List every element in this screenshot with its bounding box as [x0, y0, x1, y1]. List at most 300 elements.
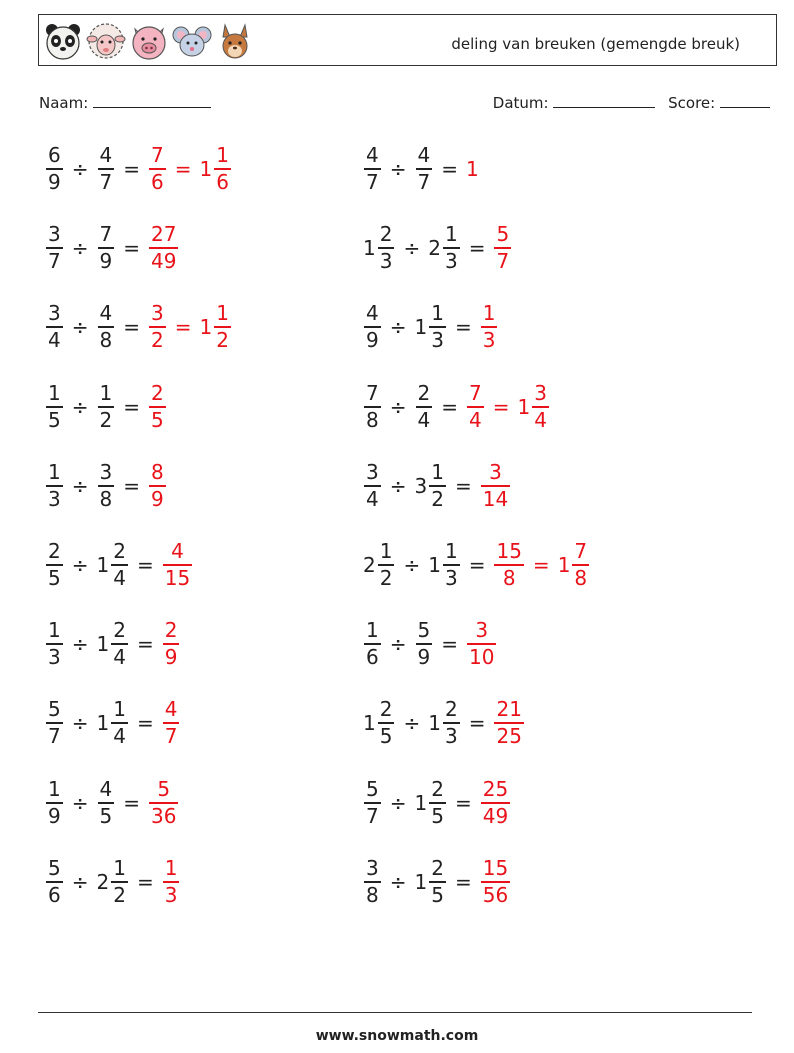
fraction: [467, 381, 484, 433]
answer: [148, 222, 179, 274]
divisor: [415, 143, 434, 195]
fraction: [98, 143, 115, 195]
answer-fraction: [493, 222, 512, 274]
dividend: [45, 460, 64, 512]
numerator: 1: [113, 697, 126, 722]
equals-sign: =: [454, 315, 472, 340]
denominator: 4: [417, 407, 431, 432]
denominator: 5: [48, 407, 61, 432]
problem-item: [363, 301, 498, 353]
fraction: [98, 381, 115, 433]
whole-number: 2: [96, 869, 110, 894]
denominator: 5: [151, 407, 164, 432]
numerator: 8: [151, 459, 164, 484]
divisor: [97, 143, 116, 195]
denominator: 4: [534, 407, 547, 432]
dividend: [45, 381, 64, 433]
equals-sign: =: [454, 869, 472, 894]
answer-mixed-number: [200, 301, 232, 353]
divisor: [428, 697, 460, 749]
divisor: [97, 301, 116, 353]
answer-fraction: [480, 460, 511, 512]
answer: [162, 697, 181, 749]
fraction: [364, 856, 381, 908]
answer-fraction: [466, 381, 485, 433]
numerator: 4: [99, 776, 113, 801]
problem-item: [363, 222, 512, 274]
numerator: 1: [216, 301, 229, 326]
numerator: 3: [534, 380, 547, 405]
whole-number: 1: [96, 632, 110, 657]
fraction: [46, 301, 63, 353]
name-field: [39, 93, 211, 112]
problem-item: [363, 618, 497, 670]
numerator: 1: [48, 459, 61, 484]
denominator: 15: [164, 566, 191, 590]
numerator: 7: [469, 380, 482, 405]
score-blank[interactable]: [720, 93, 770, 108]
divide-sign: ÷: [389, 632, 407, 657]
numerator: 4: [171, 539, 184, 563]
dividend: [45, 618, 64, 670]
numerator: 7: [151, 143, 164, 167]
numerator: 27: [151, 222, 177, 247]
denominator: 6: [151, 170, 164, 194]
problem-item: [363, 777, 511, 829]
numerator: 1: [431, 301, 444, 326]
whole-number: 1: [517, 394, 531, 419]
divide-sign: ÷: [71, 711, 89, 736]
whole-number: 1: [414, 790, 428, 815]
whole-number: 1: [414, 315, 428, 340]
numerator: 4: [366, 143, 379, 167]
denominator: 9: [417, 645, 431, 670]
header-box: [38, 14, 777, 66]
answer: [466, 618, 497, 670]
fraction: [149, 301, 166, 353]
denominator: 8: [366, 882, 379, 907]
numerator: 1: [379, 539, 393, 563]
fraction: [46, 460, 63, 512]
dividend: [45, 301, 64, 353]
answer-fraction: [162, 618, 181, 670]
numerator: 21: [496, 697, 522, 722]
whole-number: 1: [363, 711, 376, 736]
problem-item: [45, 381, 167, 433]
equals-sign: =: [468, 553, 486, 577]
answer: [148, 460, 167, 512]
numerator: 1: [444, 222, 458, 247]
denominator: 7: [366, 170, 379, 194]
numerator: 6: [48, 143, 61, 167]
answer: [148, 381, 167, 433]
divide-sign: ÷: [71, 473, 89, 498]
divisor: [97, 697, 129, 749]
name-label: Naam:: [39, 94, 89, 112]
denominator: 3: [379, 249, 393, 274]
denominator: 7: [417, 170, 431, 194]
denominator: 2: [151, 328, 164, 353]
numerator: 1: [48, 380, 61, 405]
denominator: 2: [431, 486, 444, 511]
denominator: 3: [164, 882, 178, 907]
fraction: [364, 143, 381, 195]
whole-number: 1: [199, 157, 213, 181]
fraction: [149, 460, 166, 512]
animal-icons: [43, 19, 255, 63]
divide-sign: ÷: [389, 473, 407, 498]
equals-sign: =: [441, 394, 458, 419]
fraction: [378, 222, 395, 274]
fraction: [378, 539, 395, 591]
numerator: 1: [48, 776, 61, 801]
numerator: 25: [482, 776, 509, 801]
answer-equals-sign: =: [174, 157, 192, 181]
fraction: [481, 856, 510, 908]
answer-mixed-number: [518, 381, 550, 433]
denominator: 2: [216, 328, 229, 353]
fraction: [416, 618, 433, 670]
denominator: 6: [48, 882, 61, 907]
numerator: 2: [48, 539, 61, 563]
answer-fraction: [162, 697, 181, 749]
fraction: [46, 777, 63, 829]
numerator: 1: [431, 459, 444, 484]
numerator: 2: [444, 697, 458, 722]
numerator: 4: [417, 143, 431, 167]
denominator: 3: [444, 249, 458, 274]
equals-sign: =: [123, 157, 140, 181]
fraction: [481, 301, 498, 353]
fraction: [481, 777, 510, 829]
answer: [480, 777, 511, 829]
numerator: 2: [113, 539, 126, 563]
answer-fraction: [148, 222, 179, 274]
squirrel-icon: [215, 21, 255, 61]
problem-item: [363, 856, 511, 908]
footer-divider: [38, 1012, 752, 1013]
fraction: [416, 143, 433, 195]
answer-fraction: [148, 777, 179, 829]
problem-item: [363, 539, 590, 591]
answer: [493, 222, 512, 274]
divisor: [97, 460, 116, 512]
divide-sign: ÷: [389, 394, 407, 419]
numerator: 4: [99, 143, 113, 167]
sheep-icon: [86, 21, 126, 61]
answer: [148, 301, 232, 353]
fraction: [111, 697, 128, 749]
problem-item: [363, 697, 525, 749]
fraction: [98, 777, 115, 829]
dividend: [45, 777, 64, 829]
fraction: [149, 777, 178, 829]
answer-equals-sign: =: [492, 394, 510, 419]
fraction: [163, 618, 180, 670]
denominator: 56: [482, 882, 509, 907]
denominator: 8: [99, 328, 113, 353]
problem-item: [45, 222, 179, 274]
denominator: 9: [99, 249, 113, 274]
numerator: 3: [48, 301, 61, 326]
fraction: [572, 539, 589, 591]
numerator: 1: [99, 380, 113, 405]
panda-icon: [43, 21, 83, 61]
equals-sign: =: [123, 394, 140, 419]
fraction: [378, 697, 395, 749]
numerator: 2: [164, 618, 178, 643]
denominator: 7: [164, 724, 178, 749]
answer: [148, 777, 179, 829]
fraction: [214, 143, 231, 195]
numerator: 3: [489, 459, 502, 484]
denominator: 49: [151, 249, 177, 274]
fraction: [364, 301, 381, 353]
dividend: [45, 697, 64, 749]
denominator: 9: [366, 328, 379, 353]
denominator: 8: [366, 407, 379, 432]
denominator: 2: [113, 882, 126, 907]
answer-fraction: [162, 539, 193, 591]
divide-sign: ÷: [403, 711, 421, 736]
whole-number: 1: [428, 553, 441, 577]
denominator: 9: [48, 803, 61, 828]
numerator: 3: [151, 301, 164, 326]
denominator: 3: [431, 328, 444, 353]
divisor: [97, 856, 129, 908]
numerator: 5: [366, 776, 379, 801]
divide-sign: ÷: [71, 790, 89, 815]
answer-fraction: [162, 856, 181, 908]
denominator: 5: [431, 882, 444, 907]
answer: [480, 460, 511, 512]
whole-number: 2: [363, 553, 376, 577]
equals-sign: =: [468, 236, 486, 261]
numerator: 3: [99, 459, 113, 484]
fraction: [364, 618, 381, 670]
problem-item: [363, 143, 480, 195]
fraction: [163, 539, 192, 591]
denominator: 3: [444, 724, 458, 749]
divisor: [97, 381, 116, 433]
footer-url: www.snowmath.com: [315, 1028, 479, 1044]
numerator: 5: [417, 618, 431, 643]
date-blank[interactable]: [553, 93, 655, 108]
equals-sign: =: [123, 315, 140, 340]
fraction: [111, 539, 128, 591]
denominator: 3: [482, 328, 496, 353]
answer: [162, 618, 181, 670]
fraction: [443, 539, 460, 591]
fraction: [214, 301, 231, 353]
problem-item: [45, 539, 193, 591]
numerator: 1: [164, 855, 178, 880]
numerator: 3: [366, 855, 379, 880]
numerator: 4: [164, 697, 178, 722]
answer-fraction: [493, 697, 524, 749]
equals-sign: =: [123, 236, 140, 261]
answer: [493, 539, 590, 591]
answer: [148, 143, 232, 195]
fraction: [149, 222, 178, 274]
dividend: [45, 856, 64, 908]
numerator: 4: [366, 301, 379, 326]
fraction: [416, 381, 433, 433]
denominator: 25: [496, 724, 522, 749]
denominator: 3: [48, 486, 61, 511]
equals-sign: =: [123, 790, 140, 815]
denominator: 2: [99, 407, 113, 432]
fraction: [443, 222, 460, 274]
numerator: 7: [99, 222, 113, 247]
divisor: [415, 777, 447, 829]
numerator: 2: [379, 222, 393, 247]
equals-sign: =: [136, 869, 154, 894]
denominator: 2: [379, 566, 393, 590]
mouse-icon: [172, 21, 212, 61]
answer-fraction: [148, 143, 167, 195]
numerator: 1: [444, 539, 458, 563]
fraction: [494, 697, 523, 749]
numerator: 1: [482, 301, 496, 326]
answer: [480, 301, 499, 353]
divide-sign: ÷: [403, 236, 421, 261]
numerator: 2: [113, 618, 126, 643]
whole-number: 1: [363, 236, 376, 261]
fraction: [111, 856, 128, 908]
answer: [493, 697, 524, 749]
numerator: 7: [574, 539, 588, 563]
divide-sign: ÷: [403, 553, 421, 577]
fraction: [46, 539, 63, 591]
whole-number: 1: [428, 711, 441, 736]
divisor: [428, 222, 460, 274]
numerator: 5: [48, 855, 61, 880]
denominator: 8: [574, 566, 588, 590]
divisor: [415, 381, 434, 433]
answer-mixed-number: [200, 143, 232, 195]
equals-sign: =: [136, 632, 154, 657]
divide-sign: ÷: [389, 790, 407, 815]
numerator: 2: [417, 380, 431, 405]
problem-item: [363, 460, 511, 512]
divide-sign: ÷: [389, 157, 407, 181]
fraction: [46, 618, 63, 670]
fraction: [443, 697, 460, 749]
denominator: 4: [113, 724, 126, 749]
fraction: [494, 222, 511, 274]
numerator: 1: [48, 618, 61, 643]
divisor: [97, 539, 129, 591]
fraction: [494, 539, 523, 591]
dividend: [363, 856, 382, 908]
divide-sign: ÷: [71, 869, 89, 894]
denominator: 6: [216, 170, 229, 194]
numerator: 4: [99, 301, 113, 326]
dividend: [363, 381, 382, 433]
denominator: 36: [151, 803, 177, 828]
numerator: 3: [475, 618, 489, 643]
denominator: 4: [113, 645, 126, 670]
fraction: [364, 777, 381, 829]
numerator: 3: [48, 222, 61, 247]
answer: [162, 856, 181, 908]
denominator: 9: [164, 645, 178, 670]
denominator: 9: [151, 486, 164, 511]
equals-sign: =: [441, 157, 458, 181]
divisor: [97, 777, 116, 829]
divisor: [428, 539, 460, 591]
date-score-field: [493, 93, 770, 112]
numerator: 5: [157, 776, 171, 801]
date-label: Datum:: [492, 94, 549, 112]
fraction: [46, 697, 63, 749]
answer-fraction: [148, 381, 167, 433]
whole-number: 1: [557, 553, 571, 577]
problem-item: [45, 460, 167, 512]
denominator: 4: [366, 486, 379, 511]
divide-sign: ÷: [71, 315, 89, 340]
dividend: [363, 143, 382, 195]
numerator: 1: [113, 855, 126, 880]
answer: [466, 157, 480, 181]
denominator: 7: [99, 170, 113, 194]
fraction: [149, 381, 166, 433]
fraction: [481, 460, 510, 512]
denominator: 7: [366, 803, 379, 828]
fraction: [163, 697, 180, 749]
fraction: [46, 856, 63, 908]
dividend: [45, 222, 64, 274]
divide-sign: ÷: [71, 236, 89, 261]
answer-fraction: [466, 618, 497, 670]
fraction: [532, 381, 549, 433]
numerator: 2: [379, 697, 393, 722]
equals-sign: =: [441, 632, 458, 657]
answer: [466, 381, 550, 433]
answer-fraction: [480, 777, 511, 829]
name-blank[interactable]: [93, 93, 211, 108]
numerator: 15: [496, 539, 522, 563]
pig-icon: [129, 21, 169, 61]
denominator: 4: [113, 566, 126, 590]
denominator: 8: [502, 566, 516, 590]
numerator: 1: [216, 143, 229, 167]
equals-sign: =: [136, 711, 154, 736]
divisor: [97, 222, 116, 274]
answer-equals-sign: =: [174, 315, 192, 340]
divide-sign: ÷: [71, 157, 89, 181]
dividend: [45, 539, 64, 591]
fraction: [46, 143, 63, 195]
equals-sign: =: [454, 473, 472, 498]
whole-number: 1: [414, 869, 428, 894]
denominator: 4: [469, 407, 482, 432]
whole-number: 1: [199, 315, 213, 340]
fraction: [98, 460, 115, 512]
whole-number: 1: [96, 711, 110, 736]
answer-fraction: [148, 460, 167, 512]
fraction: [364, 381, 381, 433]
divisor: [97, 618, 129, 670]
denominator: 5: [99, 803, 113, 828]
dividend: [363, 460, 382, 512]
dividend: [363, 618, 382, 670]
dividend: [363, 539, 395, 591]
problem-item: [45, 697, 180, 749]
numerator: 2: [431, 855, 444, 880]
whole-number: 2: [428, 236, 441, 261]
